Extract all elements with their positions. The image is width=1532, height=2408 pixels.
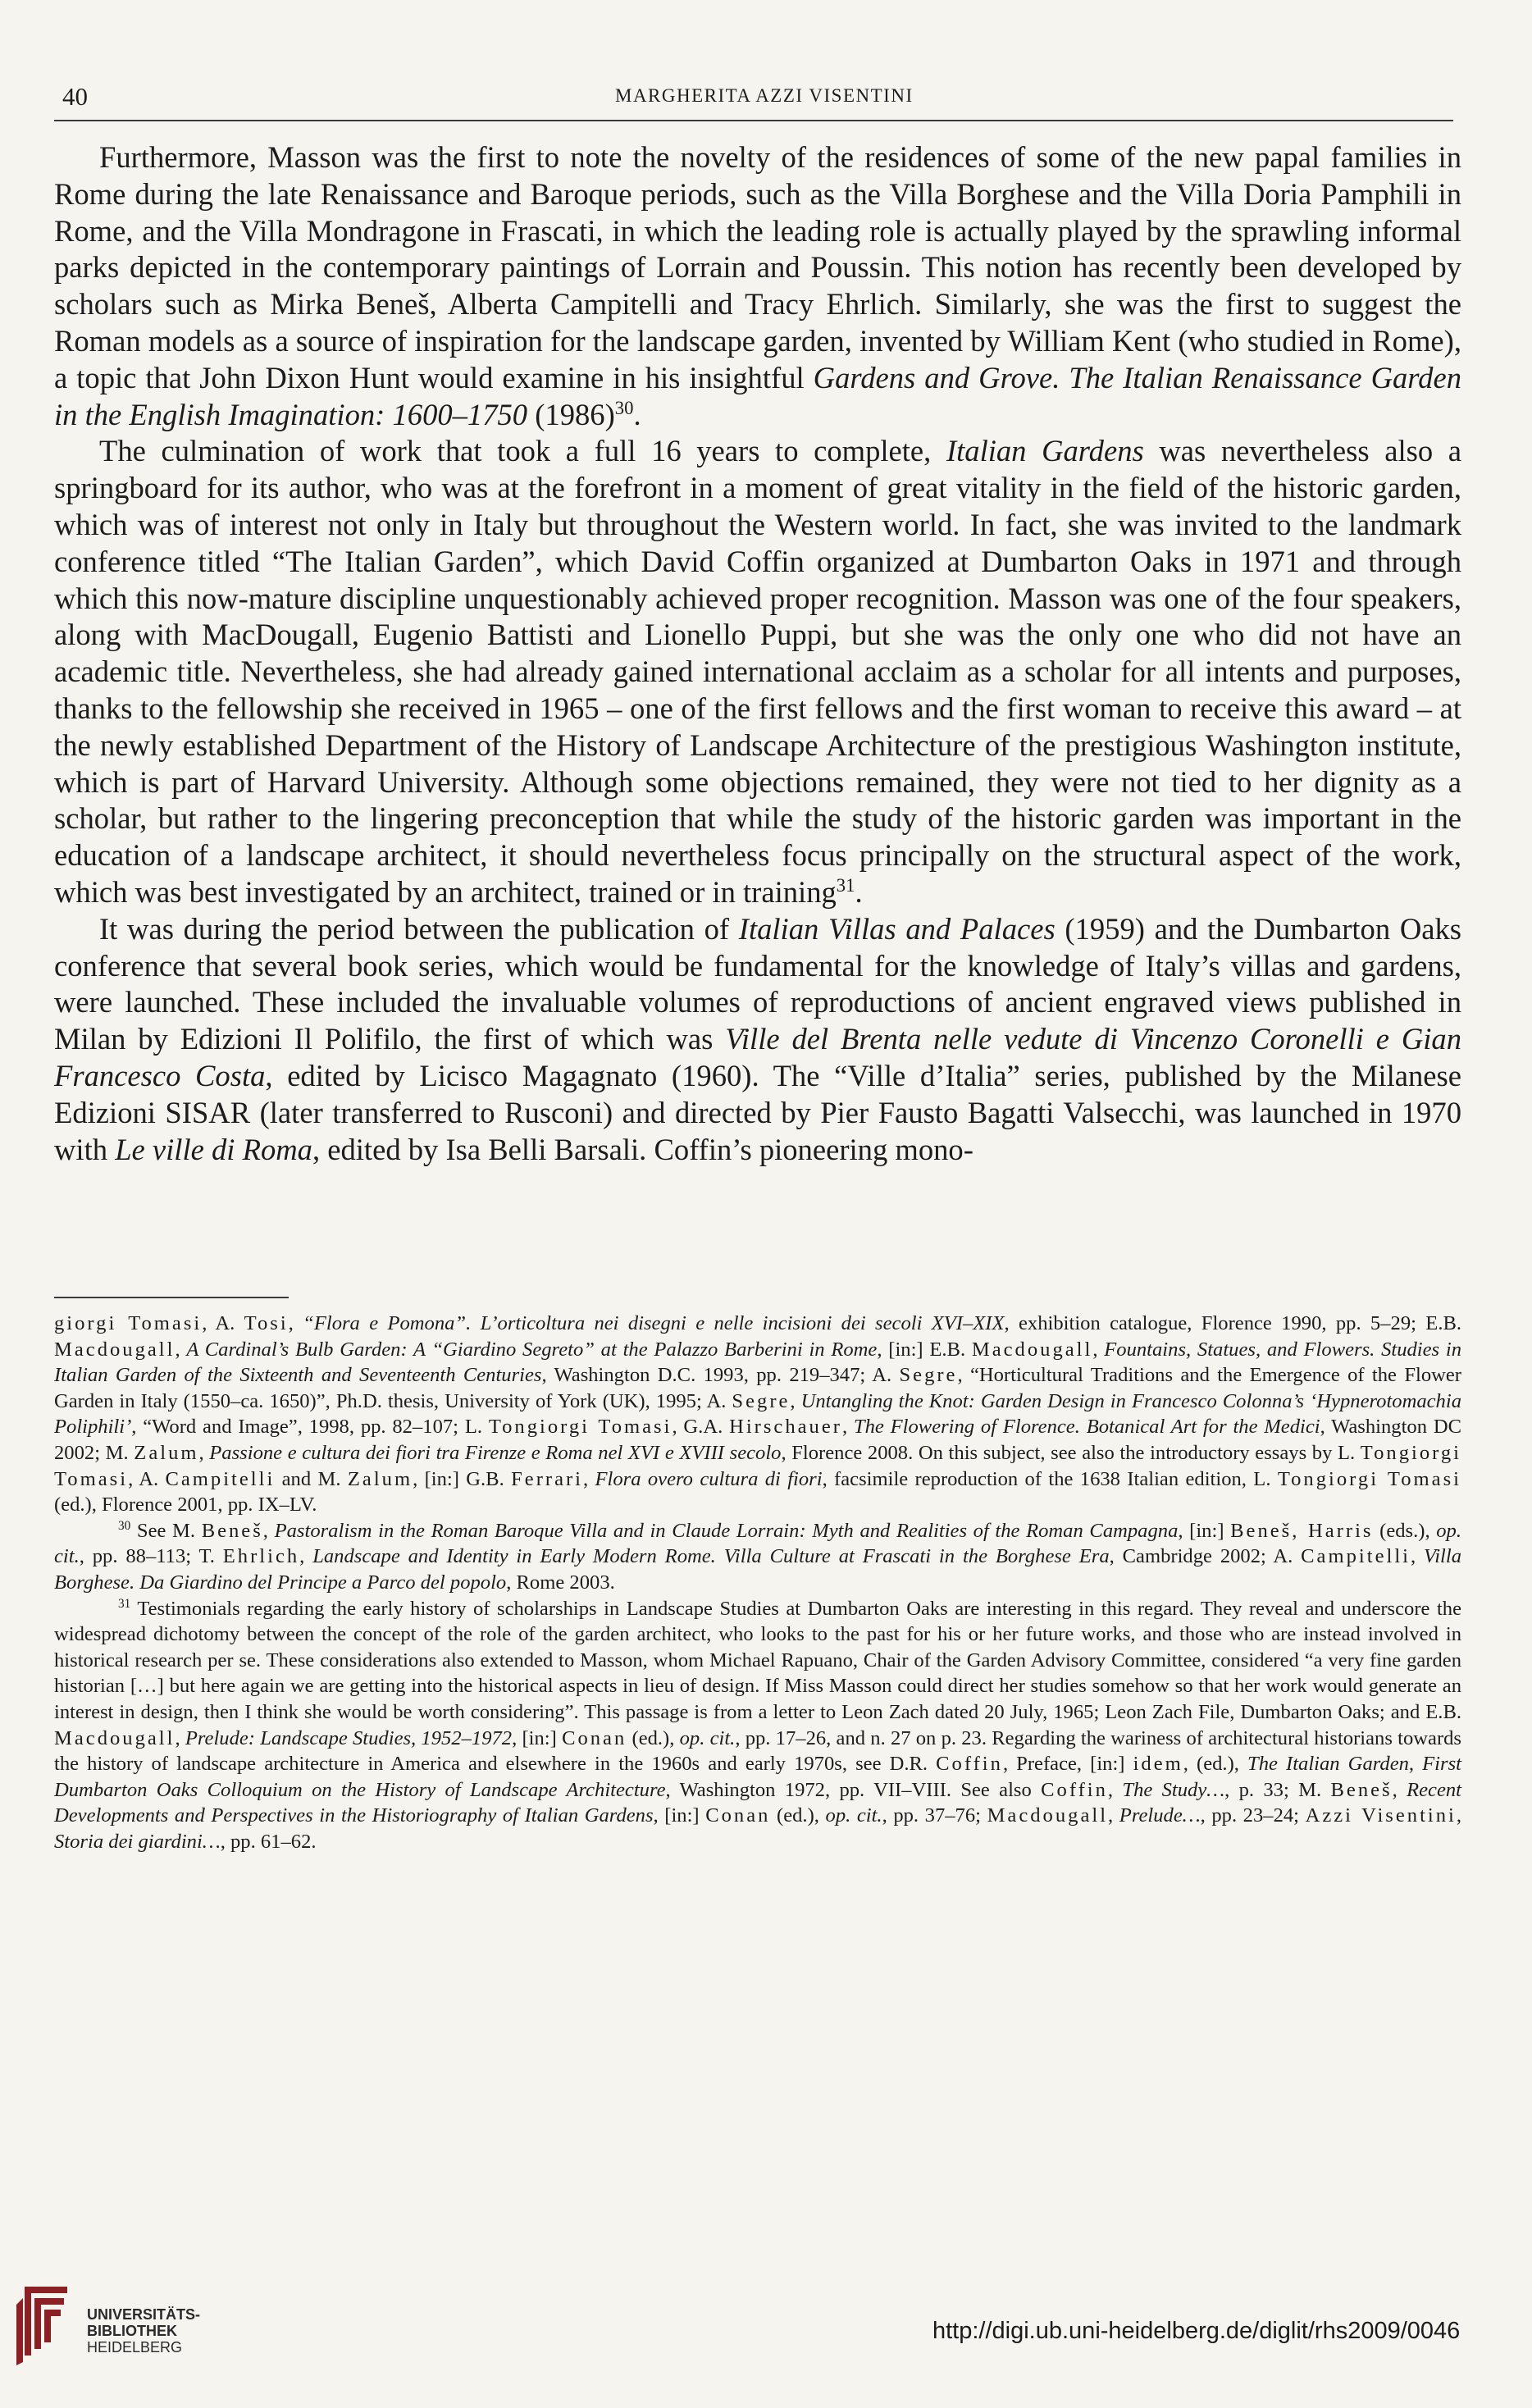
footnote-rule bbox=[54, 1297, 289, 1298]
footnote-30: $^{30}$ See M. Beneš, Pastoralism in the Roman Baroque Villa and in Claude Lorrain: Myth and Realities of the Roman Campagna, [in:] Beneš, Harris (eds.), op. cit., pp. 88–113; T. Ehrlich, Landscape and Identity in Early Modern Rome. Villa Culture at Frascati in the Borghese Era, Cambridge 2002; A. Campitelli, Villa Borghese. Da Giardino del Principe a Parco del popolo, Rome 2003. bbox=[54, 1518, 1462, 1594]
footnotes bbox=[54, 1311, 1461, 1854]
book-title: Italian Gardens bbox=[946, 434, 1144, 468]
footnote-number: 31 bbox=[118, 1596, 131, 1611]
header-rule bbox=[54, 120, 1453, 121]
main-text bbox=[54, 139, 1461, 1168]
book-title: Gardens and Grove. The Italian Renaissance Garden in the English Imagination: 1600–1750 bbox=[54, 360, 1461, 431]
paragraph-2: The culmination of work that took a full 16 years to complete, Italian Gardens was nevertheless also a springboard for its author, who was at the forefront in a moment of great vitality in the field of the historic garden, which was of interest not only in Italy but throughout the Western world. In fact, she was invited to the landmark conference titled “The Italian Garden”, which David Coffin organized at Dumbarton Oaks in 1971 and through which this now-mature discipline unquestionably achieved proper recognition. Masson was one of the four speakers, along with MacDougall, Eugenio Battisti and Lionello Puppi, but she was the only one who did not have an academic title. Nevertheless, she had already gained international acclaim as a scholar for all intents and purposes, thanks to the fellowship she received in 1965 – one of the first fellows and the first woman to receive this award – at the newly established Department of the History of Landscape Architecture of the prestigious Washington institute, which is part of Harvard University. Although some objections remained, they were not tied to her dignity as a scholar, but rather to the lingering preconception that while the study of the historic garden was important in the education of a landscape architect, it should nevertheless focus principally on the structural aspect of the work, which was best investigated by an architect, trained or in training$^{31}$. bbox=[54, 434, 1462, 909]
paragraph-1: Furthermore, Masson was the first to note the novelty of the residences of some of the new papal families in Rome during the late Renaissance and Baroque periods, such as the Villa Borghese and the Villa Doria Pamphili in Rome, and the Villa Mondragone in Frascati, in which the leading role is actually played by the sprawling informal parks depicted in the contemporary paintings of Lorrain and Poussin. This notion has recently been developed by scholars such as Mirka Beneš, Alberta Campitelli and Tracy Ehrlich. Similarly, she was the first to suggest the Roman models as a source of inspiration for the landscape garden, invented by William Kent (who studied in Rome), a topic that John Dixon Hunt would examine in his insightful Gardens and Grove. The Italian Renaissance Garden in the English Imagination: 1600–1750 $(1986)^{30}$. bbox=[54, 140, 1461, 431]
library-logo bbox=[10, 2280, 289, 2370]
running-head: MARGHERITA AZZI VISENTINI bbox=[615, 85, 914, 106]
footnote-31: $^{31}$ Testimonials regarding the early history of scholarships in Landscape Studies at Dumbarton Oaks are interesting in this regard. They reveal and underscore the widespread dichotomy between the concept of the role of the garden architect, who looks to the past for his or her future works, and those who are instead involved in historical research per se. These considerations also extended to Masson, whom Michael Rapuano, Chair of the Garden Advisory Committee, considered “a very fine garden historian […] but here again we are getting into the historical aspects in lieu of design. If Miss Masson could direct her studies somehow so that her work would generate an interest in design, then I think she would be worth considering”. This passage is from a letter to Leon Zach dated 20 July, 1965; Leon Zach File, Dumbarton Oaks; and E.B. Macdougall, Prelude: Landscape Studies, 1952–1972, [in:] Conan (ed.), op. cit., pp. 17–26, and n. 27 on p. 23. Regarding the wariness of architectural historians towards the history of landscape architecture in America and elsewhere in the 1960s and early 1970s, see D.R. Coffin, Preface, [in:] idem, (ed.), The Italian Garden, First Dumbarton Oaks Colloquium on the History of Landscape Architecture, Washington 1972, pp. VII–VIII. See also Coffin, The Study…, p. 33; M. Beneš, Recent Developments and Perspectives in the Historiography of Italian Gardens, [in:] Conan (ed.), op. cit., pp. 37–76; Macdougall, Prelude…, pp. 23–24; Azzi Visentini, Storia dei giardini…, pp. 61–62. bbox=[54, 1596, 1462, 1853]
library-name: UNIVERSITÄTS- BIBLIOTHEK HEIDELBERG bbox=[87, 2306, 201, 2356]
note-ref-31: 31 bbox=[836, 874, 855, 896]
note-ref-30: 30 bbox=[614, 397, 634, 418]
book-title: Le ville di Roma bbox=[115, 1132, 312, 1166]
footnote-number: 30 bbox=[118, 1518, 131, 1533]
library-emblem-icon bbox=[10, 2280, 75, 2370]
paragraph-3: It was during the period between the publication of Italian Villas and Palaces (1959) and the Dumbarton Oaks conference that several book series, which would be fundamental for the knowledge of Italy’s villas and gardens, were launched. These included the invaluable volumes of reproductions of ancient engraved views published in Milan by Edizioni Il Polifilo, the first of which was Ville del Brenta nelle vedute di Vincenzo Coronelli e Gian Francesco Costa, edited by Licisco Magagnato (1960). The “Ville d’Italia” series, published by the Milanese Edizioni SISAR (later transferred to Rusconi) and directed by Pier Fausto Bagatti Valsecchi, was launched in 1970 with Le ville di Roma, edited by Isa Belli Barsali. Coffin’s pioneering mono- bbox=[54, 911, 1462, 1166]
book-title: Ville del Brenta nelle vedute di Vincenzo Coronelli e Gian Francesco Costa bbox=[54, 1022, 1461, 1092]
footnote-continuation: giorgi Tomasi, A. Tosi, “Flora e Pomona”. L’orticoltura nei disegni e nelle incisioni dei secoli XVI–XIX, exhibition catalogue, Florence 1990, pp. 5–29; E.B. Macdougall, A Cardinal’s Bulb Garden: A “Giardino Segreto” at the Palazzo Barberini in Rome, [in:] E.B. Macdougall, Fountains, Statues, and Flowers. Studies in Italian Garden of the Sixteenth and Seventeenth Centuries, Washington D.C. 1993, pp. 219–347; A. Segre, “Horticultural Traditions and the Emergence of the Flower Garden in Italy (1550–ca. 1650)”, Ph.D. thesis, University of York (UK), 1995; A. Segre, Untangling the Knot: Garden Design in Francesco Colonna’s ‘Hypnerotomachia Poliphili’, “Word and Image”, 1998, pp. 82–107; L. Tongiorgi Tomasi, G.A. Hirschauer, The Flowering of Florence. Botanical Art for the Medici, Washington DC 2002; M. Zalum, Passione e cultura dei fiori tra Firenze e Roma nel XVI e XVIII secolo, Florence 2008. On this subject, see also the introductory essays by L. Tongiorgi Tomasi, A. Campitelli and M. Zalum, [in:] G.B. Ferrari, Flora overo cultura di fiori, facsimile reproduction of the 1638 Italian edition, L. Tongiorgi Tomasi (ed.), Florence 2001, pp. IX–LV. bbox=[54, 1312, 1462, 1516]
book-title: Italian Villas and Palaces bbox=[738, 911, 1056, 946]
page-number: 40 bbox=[62, 82, 88, 111]
source-url-link[interactable]: http://digi.ub.uni-heidelberg.de/diglit/rhs2009/0046 bbox=[932, 2318, 1461, 2344]
